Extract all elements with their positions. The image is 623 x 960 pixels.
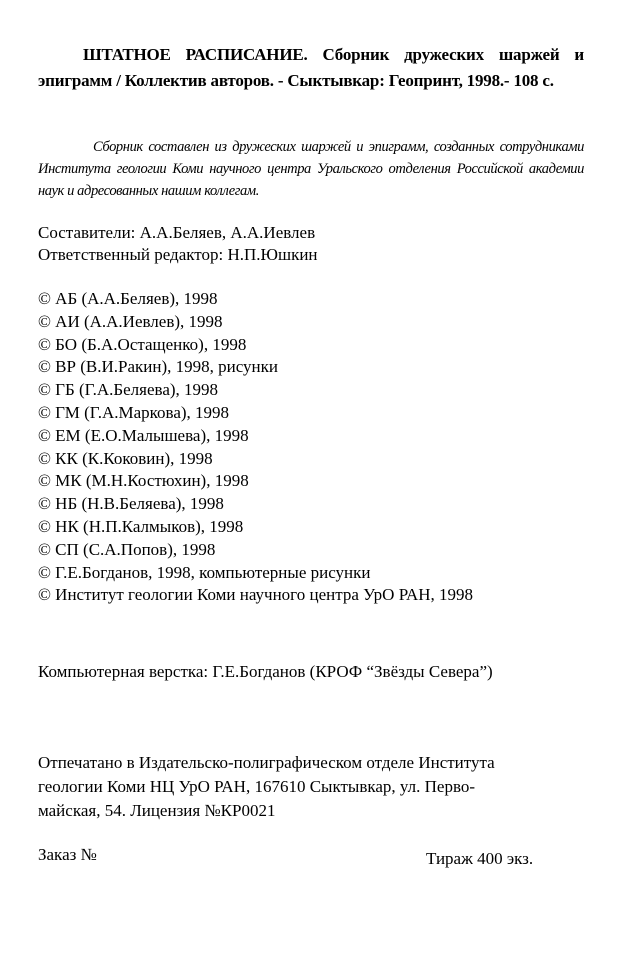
copyright-item: © БО (Б.А.Остащенко), 1998: [38, 334, 247, 354]
compilers-line: Составители: А.А.Беляев, А.А.Иевлев: [38, 223, 316, 242]
copyright-item: © МК (М.Н.Костюхин), 1998: [38, 471, 249, 491]
abstract-paragraph: Сборник составлен из дружеских шаржей и эпиграмм, созданных сотрудниками Института геологии Коми научного центра Уральского отделения Российской академии наук и адресованных нашим коллегам.: [38, 139, 584, 199]
layout-credit: Компьютерная верстка: Г.Е.Богданов (КРОФ “Звёзды Севера”): [38, 662, 493, 681]
copyright-item: © СП (С.А.Попов), 1998: [38, 539, 216, 559]
copyright-list: [38, 288, 598, 607]
copyright-item: © Г.Е.Богданов, 1998, компьютерные рисунки: [38, 562, 371, 582]
printing-info-line: майская, 54. Лицензия №КР0021: [38, 801, 276, 820]
order-number-label: Заказ №: [38, 845, 97, 864]
copyright-item: © ГМ (Г.А.Маркова), 1998: [38, 402, 230, 422]
printing-info-line: геологии Коми НЦ УрО РАН, 167610 Сыктывкар, ул. Перво-: [38, 777, 476, 796]
copyright-item: © Институт геологии Коми научного центра УрО РАН, 1998: [38, 585, 474, 605]
credits-block: [38, 222, 584, 266]
copyright-item: © НБ (Н.В.Беляева), 1998: [38, 494, 224, 514]
copyright-item: © ЕМ (Е.О.Малышева), 1998: [38, 425, 249, 445]
copyright-item: © КК (К.Коковин), 1998: [38, 448, 213, 468]
printing-info: [38, 751, 568, 823]
copyright-item: © АБ (А.А.Беляев), 1998: [38, 289, 218, 308]
printing-info-line: Отпечатано в Издательско-полиграфическом отделе Института: [38, 753, 495, 772]
copyright-item: © ВР (В.И.Ракин), 1998, рисунки: [38, 357, 278, 377]
print-run: Тираж 400 экз.: [426, 849, 534, 868]
bibliographic-title: ШТАТНОЕ РАСПИСАНИЕ. Сборник дружеских шаржей и эпиграмм / Коллектив авторов. - Сыктывкар: Геопринт, 1998.- 108 с.: [38, 45, 584, 90]
copyright-item: © АИ (А.А.Иевлев), 1998: [38, 311, 223, 331]
copyright-item: © НК (Н.П.Калмыков), 1998: [38, 516, 244, 536]
copyright-item: © ГБ (Г.А.Беляева), 1998: [38, 380, 219, 400]
editor-line: Ответственный редактор: Н.П.Юшкин: [38, 245, 318, 264]
